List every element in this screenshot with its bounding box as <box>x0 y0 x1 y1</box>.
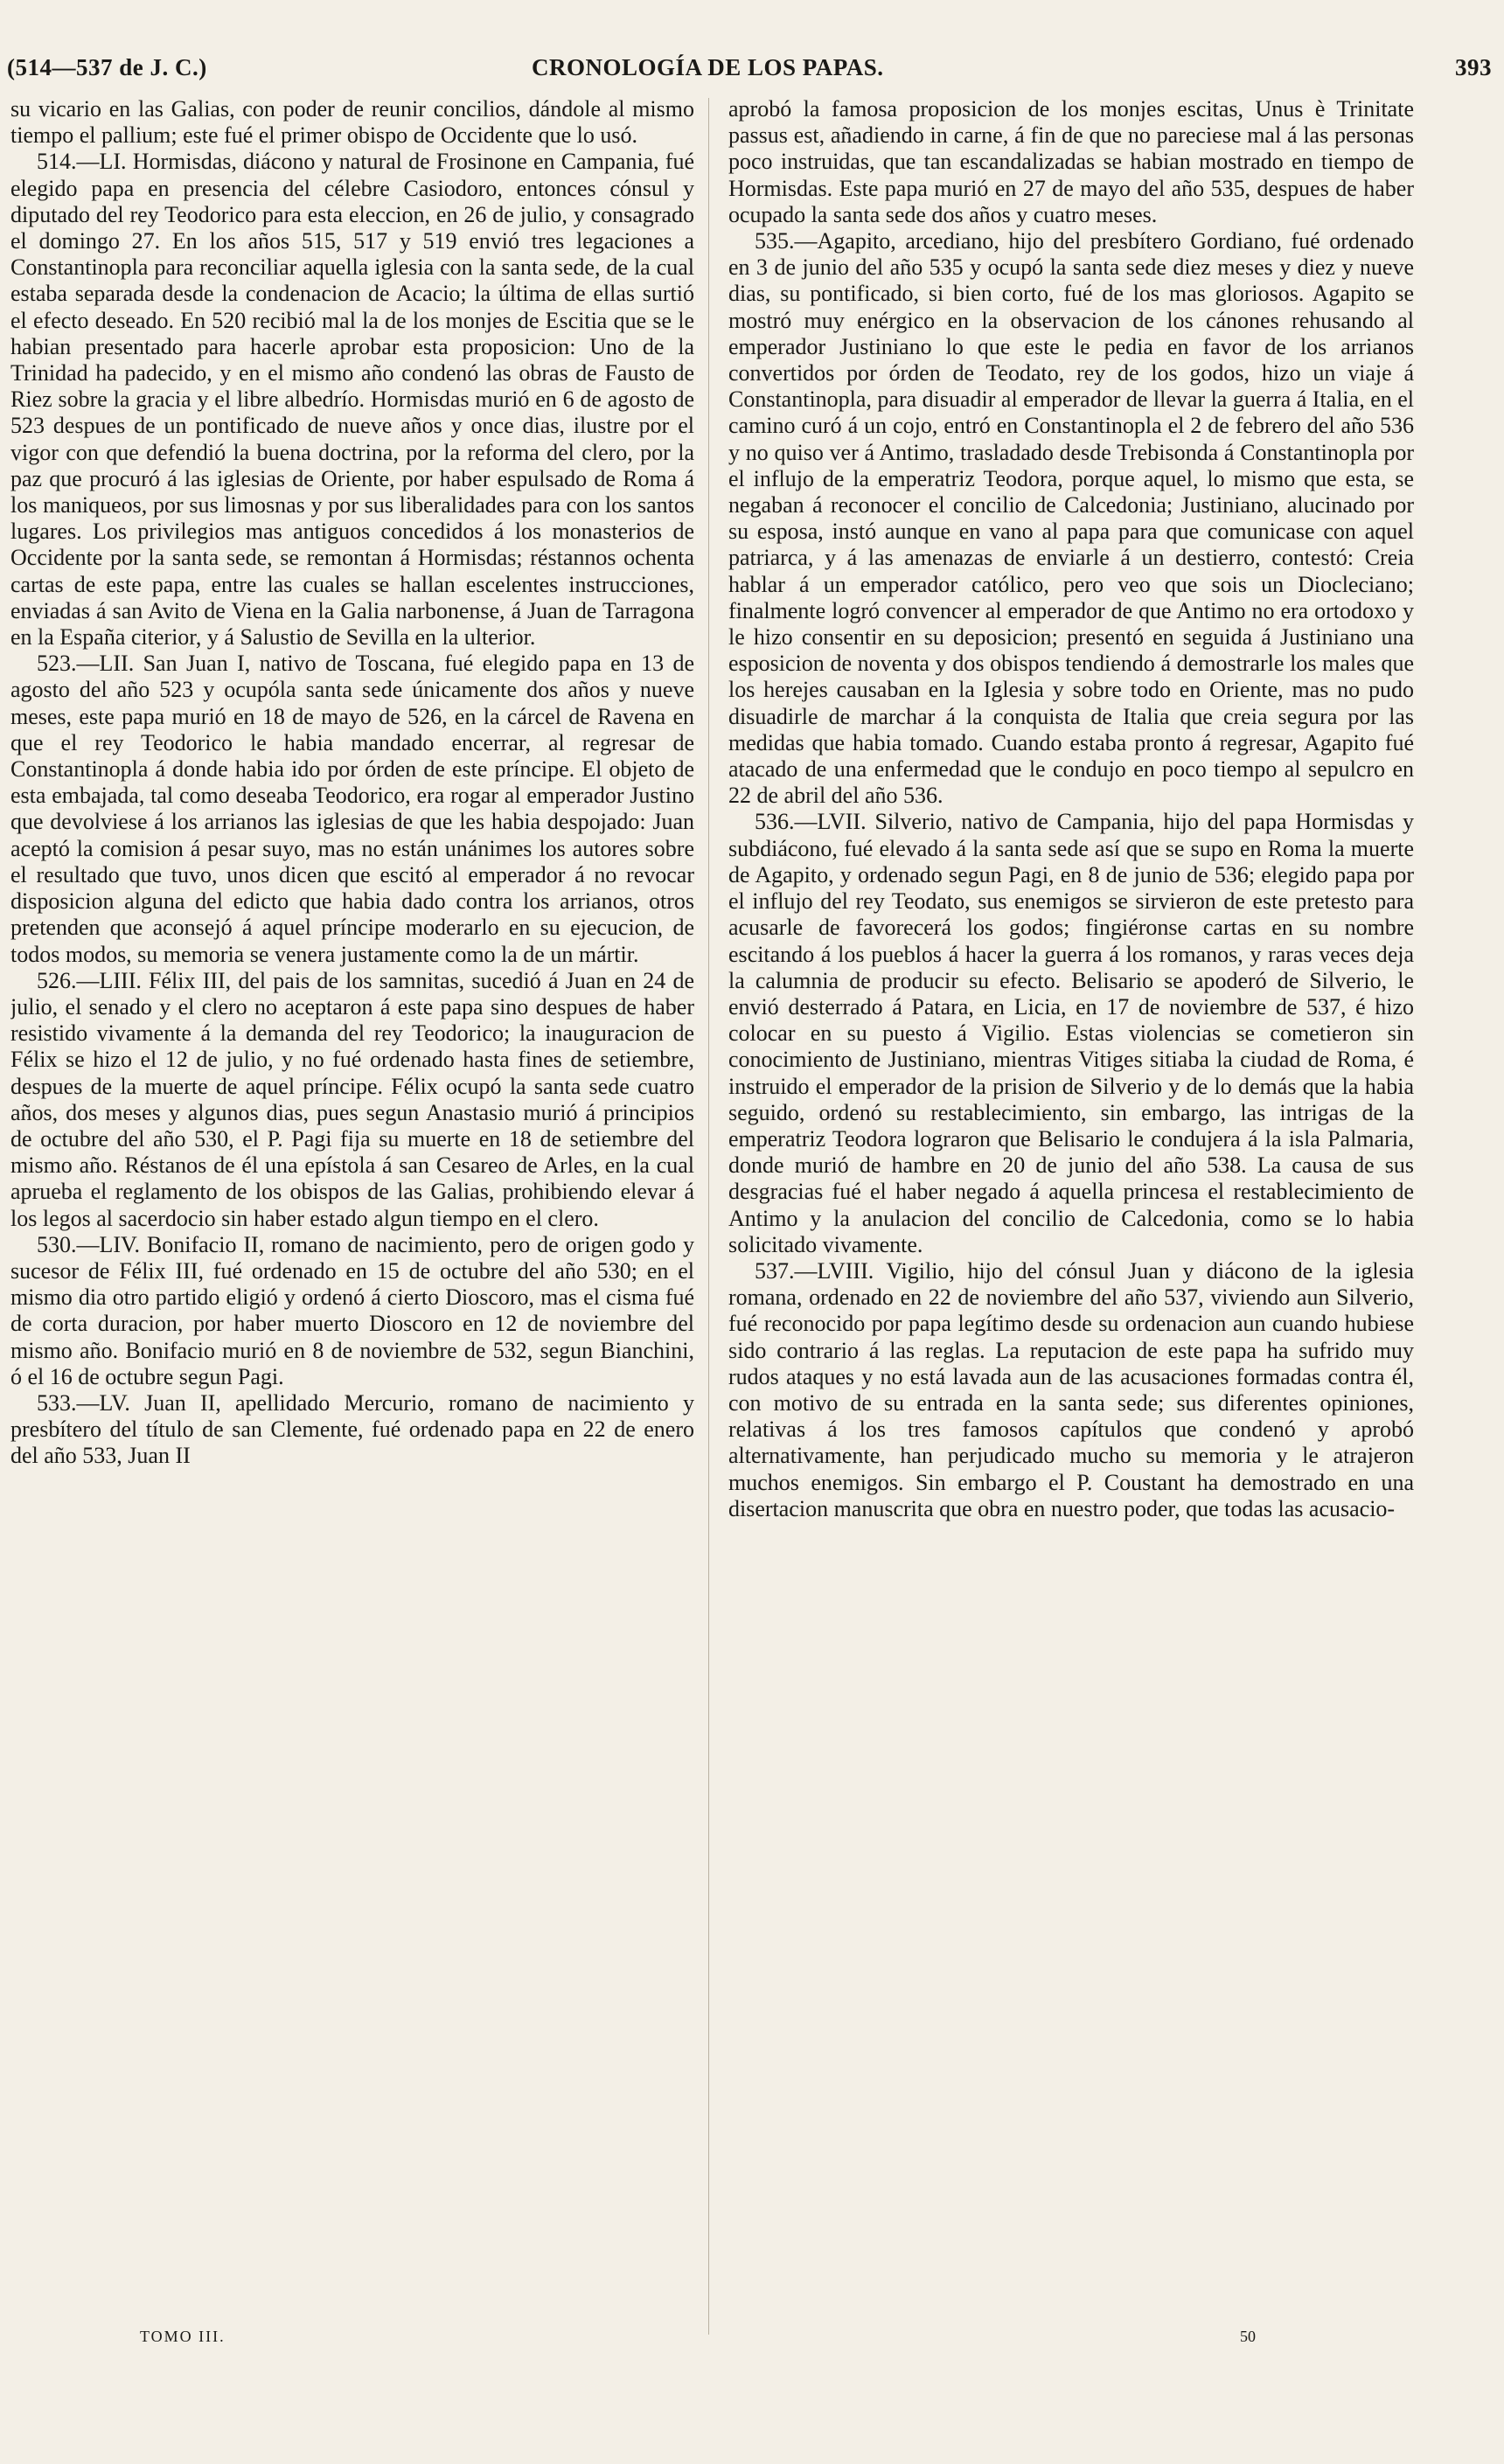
entry-hormisdas: 514.—LI. Hormisdas, diácono y natural de Frosinone en Campania, fué elegido papa en presencia del célebre Casiodoro, entonces cónsul y diputado del rey Teodorico para esta eleccion, en 26 de julio, y consagrado el domingo 27. En los años 515, 517 y 519 envió tres legaciones a Constantinopla para reconciliar aquella iglesia con la santa sede, de la cual estaba separada desde la condenacion de Acacio; la última de ellas surtió el efecto deseado. En 520 recibió mal la de los monjes de Escitia que se le habian presentado para hacerle aprobar esta proposicion: Uno de la Trinidad ha padecido, y en el mismo año condenó las obras de Fausto de Riez sobre la gracia y el libre albedrío. Hormisdas murió en 6 de agosto de 523 despues de un pontificado de nueve años y once dias, ilustre por el vigor con que defendió la buena doctrina, por la reforma del clero, por la paz que procuró á las iglesias de Oriente, por haber espulsado de Roma á los maniqueos, por sus limosnas y por sus liberalidades para con los santos lugares. Los privilegios mas antiguos concedidos á los monasterios de Occidente por la santa sede, se remontan á Hormisdas; réstannos ochenta cartas de este papa, entre las cuales se hallan escelentes instrucciones, enviadas á san Avito de Viena en la Galia narbonense, á Juan de Tarragona en la España citerior, y á Salustio de Sevilla en la ulterior. <box>10 149 694 651</box>
column-divider <box>708 98 709 2335</box>
entry-bonifacio-ii: 530.—LIV. Bonifacio II, romano de nacimiento, pero de origen godo y sucesor de Félix III, fué ordenado en 15 de octubre del año 530; en el mismo dia otro partido eligió y ordenó á cierto Dioscoro, mas el cisma fué de corta duracion, por haber muerto Dioscoro en 12 de noviembre del mismo año. Bonifacio murió en 8 de noviembre de 532, segun Bianchini, ó el 16 de octubre segun Pagi. <box>10 1231 694 1389</box>
entry-juan-ii: 533.—LV. Juan II, apellidado Mercurio, romano de nacimiento y presbítero del título de san Clemente, fué ordenado papa en 22 de enero del año 533, Juan II <box>10 1389 694 1469</box>
entry-silverio: 536.—LVII. Silverio, nativo de Campania, hijo del papa Hormisdas y subdiácono, fué elevado á la santa sede así que se supo en Roma la muerte de Agapito, y ordenado segun Pagi, en 8 de junio de 536; elegido papa por el influjo del rey Teodato, sus enemigos se sirvieron de este pretesto para acusarle de favorecerá los godos; fingiéronse cartas en su nombre escitando á los pueblos á hacer la guerra á los romanos, y raras veces deja la calumnia de producir su efecto. Belisario se apoderó de Silverio, le envió desterrado á Patara, en Licia, en 17 de noviembre de 537, é hizo colocar en su puesto á Vigilio. Estas violencias se cometieron sin conocimiento de Justiniano, mientras Vitiges sitiaba la ciudad de Roma, é instruido el emperador de la prision de Silverio y de lo demás que la habia seguido, ordenó su restablecimiento, sin embargo, las intrigas de la emperatriz Teodora lograron que Belisario le condujera á la isla Palmaria, donde murió de hambre en 20 de junio del año 538. La causa de sus desgracias fué el haber negado á aquella princesa el restablecimiento de Antimo y la anulacion del concilio de Calcedonia, como se lo habia solicitado vivamente. <box>728 809 1414 1257</box>
paragraph: su vicario en las Galias, con poder de reunir concilios, dándole al mismo tiempo el pallium; este fué el primer obispo de Occidente que lo usó. <box>10 96 694 149</box>
entry-juan-i: 523.—LII. San Juan I, nativo de Toscana, fué elegido papa en 13 de agosto del año 523 y ocupóla santa sede únicamente dos años y nueve meses, este papa murió en 18 de mayo de 526, en la cárcel de Ravena en que el rey Teodorico le habia mandado encerrar, al regresar de Constantinopla á donde habia ido por órden de este príncipe. El objeto de esta embajada, tal como deseaba Teodorico, era rogar al emperador Justino que devolviese á los arrianos las iglesias de que les habia despojado: Juan aceptó la comision á pesar suyo, mas no están unánimes los autores sobre el resultado que tuvo, unos dicen que escitó al emperador á no revocar disposicion alguna del edicto que habia dado contra los arrianos, otros pretenden que aconsejó á aquel príncipe moderarlo en su ejecucion, de todos modos, su memoria se venera justamente como la de un mártir. <box>10 651 694 967</box>
header-date-range: (514—537 de J. C.) <box>7 54 207 80</box>
entry-agapito: 535.—Agapito, arcediano, hijo del presbítero Gordiano, fué ordenado en 3 de junio del año 535 y ocupó la santa sede diez meses y diez y nueve dias, su pontificado, si bien corto, fué de los mas gloriosos. Agapito se mostró muy enérgico en la observacion de los cánones rehusando al emperador Justiniano lo que este le pedia en favor de los arrianos convertidos por órden de Teodato, rey de los godos, hizo un viaje á Constantinopla, para disuadir al emperador de llevar la guerra á Italia, en el camino curó á un cojo, entró en Constantinopla el 2 de febrero del año 536 y no quiso ver á Antimo, trasladado desde Trebisonda á Constantinopla por el influjo de la emperatriz Teodora, porque aquel, lo mismo que esta, se negaban á reconocer el concilio de Calcedonia; Justiniano, alucinado por su esposa, instó aunque en vano al papa para que comunicase con aquel patriarca, y á las amenazas de enviarle á un destierro, contestó: Creia hablar á un emperador católico, pero veo que sois un Diocleciano; finalmente logró convencer al emperador de que Antimo no era ortodoxo y le hizo consentir en su deposicion; presentó en seguida á Justiniano una esposicion de noventa y dos obispos tendiendo á demostrarle los males que los herejes causaban en la Iglesia y sobre todo en Oriente, mas no pudo disuadirle de marchar á la conquista de Italia que creia segura por las medidas que habia tomado. Cuando estaba pronto á regresar, Agapito fué atacado de una enfermedad que le condujo en poco tiempo al sepulcro en 22 de abril del año 536. <box>728 228 1414 809</box>
entry-vigilio: 537.—LVIII. Vigilio, hijo del cónsul Juan y diácono de la iglesia romana, ordenado en 22 de noviembre del año 537, viviendo aun Silverio, fué reconocido por papa legítimo desde su ordenacion aun cuando hubiese sido contrario á las reglas. La reputacion de este papa ha sufrido muy rudos ataques y no está lavada aun de las acusaciones formadas contra él, con motivo de su entrada en la santa sede; sus diferentes opiniones, relativas á los tres famosos capítulos que condenó y aprobó alternativamente, han perjudicado mucho su memoria y le atrajeron muchos enemigos. Sin embargo el P. Coustant ha demostrado en una disertacion manuscrita que obra en nuestro poder, que todas las acusacio- <box>728 1257 1414 1521</box>
running-header <box>7 54 1492 89</box>
paragraph: aprobó la famosa proposicion de los monjes escitas, Unus è Trinitate passus est, añadiendo in carne, á fin de que no pareciese mal á las personas poco instruidas, que tan escandalizadas se habian mostrado en tiempo de Hormisdas. Este papa murió en 27 de mayo del año 535, despues de haber ocupado la santa sede dos años y cuatro meses. <box>728 96 1414 227</box>
page-number: 393 <box>1455 54 1492 80</box>
page-footer <box>0 2328 1504 2354</box>
entry-felix-iii: 526.—LIII. Félix III, del pais de los samnitas, sucedió á Juan en 24 de julio, el senado y el clero no aceptaron á este papa sino despues de haber resistido vivamente á la demanda del rey Teodorico; la inauguracion de Félix se hizo el 12 de julio, y no fué ordenado hasta fines de setiembre, despues de la muerte de aquel príncipe. Félix ocupó la santa sede cuatro años, dos meses y algunos dias, pues segun Anastasio murió á principios de octubre del año 530, el P. Pagi fija su muerte en 18 de setiembre del mismo año. Réstanos de él una epístola á san Cesareo de Arles, en la cual aprueba el reglamento de los obispos de las Galias, prohibiendo elevar á los legos al sacerdocio sin haber estado algun tiempo en el clero. <box>10 967 694 1231</box>
volume-label: TOMO III. <box>140 2328 226 2345</box>
left-column <box>10 96 694 2335</box>
signature-mark: 50 <box>1240 2328 1256 2345</box>
right-column <box>728 96 1414 2335</box>
header-title: CRONOLOGÍA DE LOS PAPAS. <box>532 54 884 80</box>
